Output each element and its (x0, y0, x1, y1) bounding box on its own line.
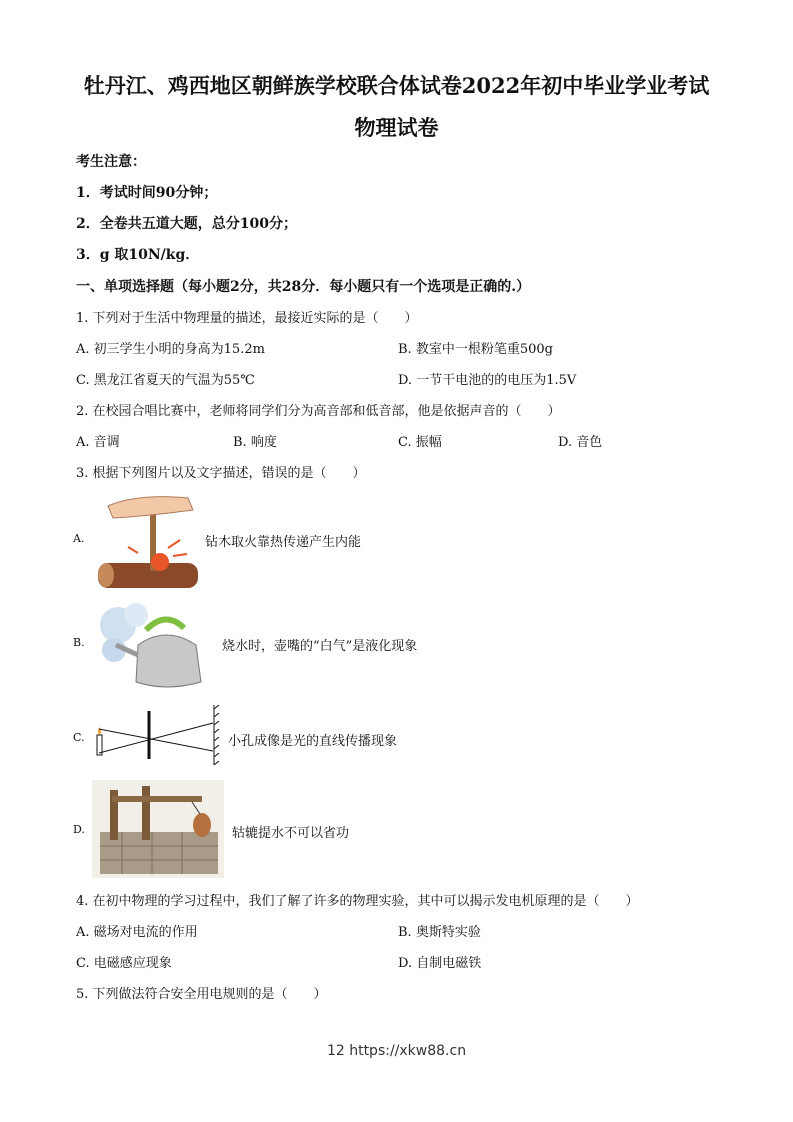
option-b: B. 教室中一根粉笔重500g (398, 342, 553, 357)
option-b: B. 奥斯特实验 (398, 925, 481, 940)
pinhole-camera-diagram (93, 703, 223, 767)
option-text: 轱辘提水不可以省功 (232, 826, 350, 841)
option-d: D. 自制电磁铁 (398, 956, 482, 971)
option-letter: B. (73, 636, 85, 649)
question-stem: 2. 在校园合唱比赛中，老师将同学们分为高音部和低音部，他是依据声音的（ ） (76, 404, 561, 419)
option-a: A. 磁场对电流的作用 (76, 925, 198, 940)
notice-item: 1．考试时间90分钟； (76, 185, 218, 201)
fire-drill-image (98, 488, 200, 590)
option-letter: C. (73, 731, 85, 744)
question-stem: 4. 在初中物理的学习过程中，我们了解了许多的物理实验，其中可以揭示发电机原理的是（ ） (76, 894, 639, 909)
option-text: 烧水时，壶嘴的“白气”是液化现象 (222, 639, 418, 654)
question-stem: 5. 下列做法符合安全用电规则的是（ ） (76, 987, 327, 1002)
option-c: C. 振幅 (398, 435, 442, 450)
question-stem: 1. 下列对于生活中物理量的描述，最接近实际的是（ ） (76, 311, 418, 326)
option-text: 小孔成像是光的直线传播现象 (228, 734, 398, 749)
question-stem: 3. 根据下列图片以及文字描述，错误的是（ ） (76, 466, 366, 481)
section-heading: 一、单项选择题（每小题2分，共28分．每小题只有一个选项是正确的.） (76, 279, 531, 295)
option-letter: D. (73, 823, 85, 836)
notice-item: 3．g 取10N/kg． (76, 247, 200, 263)
option-d: D. 音色 (558, 435, 603, 450)
option-letter: A. (73, 532, 85, 545)
option-text: 钻木取火靠热传递产生内能 (205, 535, 362, 550)
notice-heading: 考生注意： (76, 154, 146, 170)
option-d: D. 一节干电池的的电压为1.5V (398, 373, 577, 388)
exam-subtitle: 物理试卷 (354, 115, 439, 140)
option-c: C. 黑龙江省夏天的气温为55℃ (76, 373, 255, 388)
option-a: A. 初三学生小明的身高为15.2m (76, 342, 265, 357)
page-footer: 12 https://xkw88.cn (326, 1043, 467, 1059)
option-c: C. 电磁感应现象 (76, 956, 172, 971)
exam-title: 牡丹江、鸡西地区朝鲜族学校联合体试卷2022年初中毕业学业考试 (83, 73, 710, 98)
option-a: A. 音调 (76, 435, 120, 450)
option-b: B. 响度 (233, 435, 277, 450)
notice-item: 2．全卷共五道大题，总分100分； (76, 216, 297, 232)
windlass-well-image (92, 780, 224, 878)
kettle-image (96, 600, 214, 692)
